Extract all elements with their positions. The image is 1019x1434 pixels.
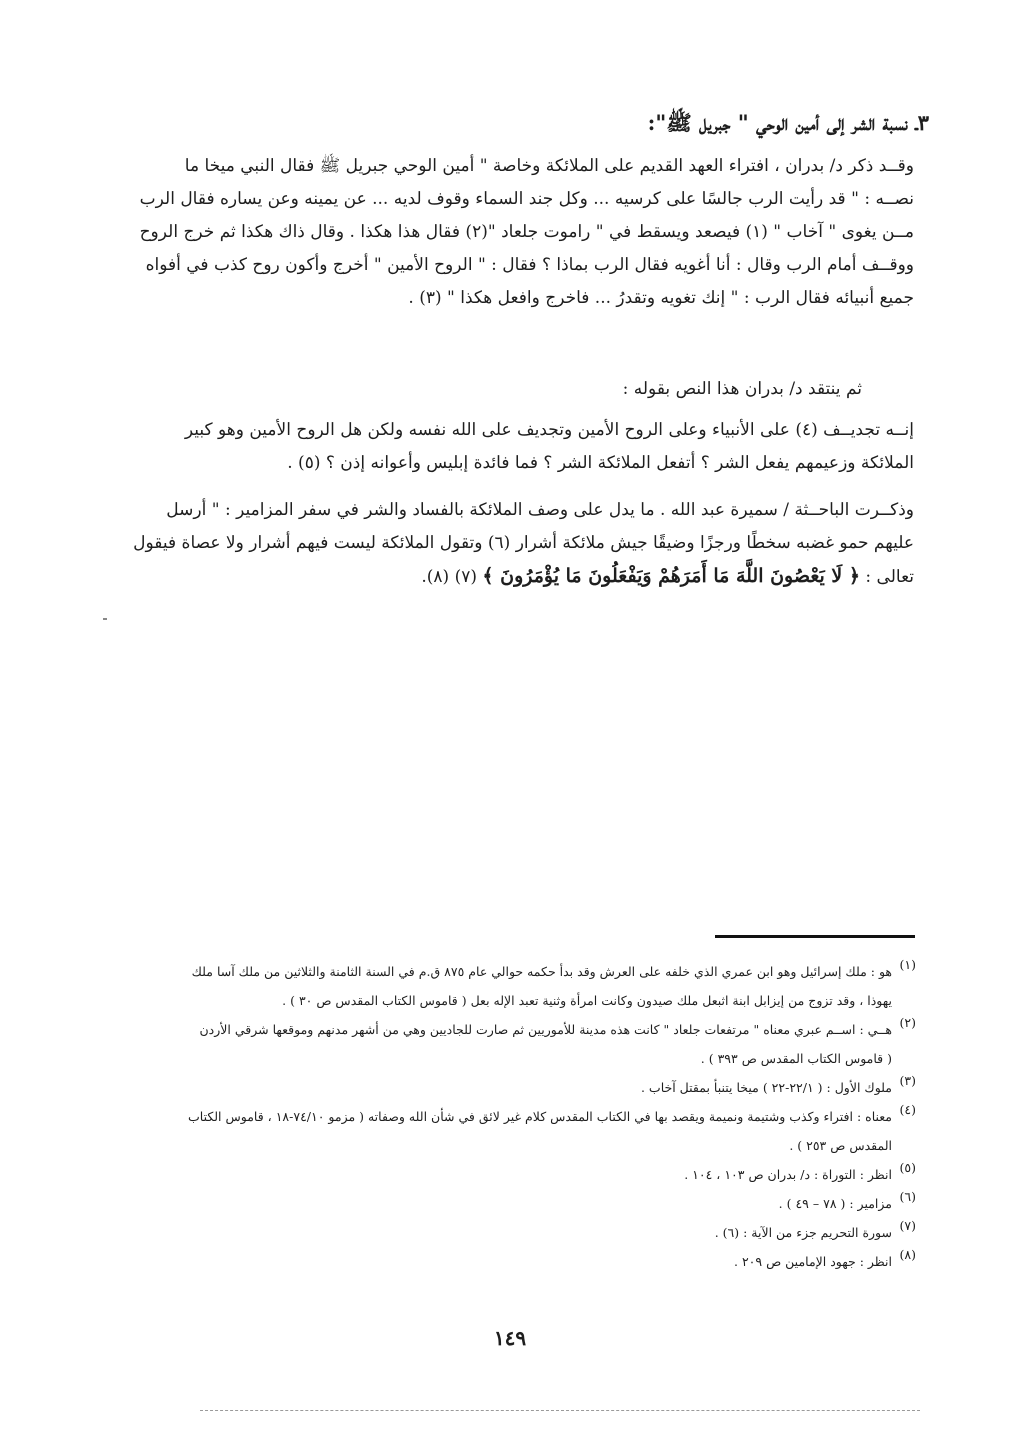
footnote-3: [104, 1073, 916, 1102]
paragraph-line: مــن يغوى " آخاب " (١) فيصعد ويسقط في " راموت جلعاد "(٢) فقال هذا هكذا . وقال ذاك هكذا ثم خرج الروح: [139, 222, 914, 242]
footnote-number: (٧): [899, 1218, 916, 1233]
paragraph-line: إنــه تجديــف (٤) على الأنبياء وعلى الروح الأمين وتجديف على الله نفسه ولكن هل الروح الأمين وهو كبير: [184, 420, 914, 440]
footnote-line: المقدس ص ٢٥٣ ) .: [789, 1138, 892, 1153]
paragraph-3: [104, 414, 914, 480]
footnote-4: [104, 1102, 916, 1160]
footnote-number: (٦): [899, 1189, 916, 1204]
footnote-6: [104, 1189, 916, 1218]
quran-intro: تعالى :: [865, 567, 914, 587]
footnote-line: مزامير : ( ٧٨ – ٤٩ ) .: [778, 1196, 892, 1211]
footnote-number: (٤): [899, 1102, 916, 1117]
section-heading: ٣ـ نسبة الشر إلى أمين الوحي " جبريل ﷺ":: [647, 110, 929, 135]
quran-verse: ﴿ لَا يَعْصُونَ اللَّهَ مَا أَمَرَهُمْ وَيَفْعَلُونَ مَا يُؤْمَرُونَ ﴾: [482, 565, 860, 587]
paragraph-line: الملائكة وزعيمهم يفعل الشر ؟ أتفعل الملائكة الشر ؟ فما فائدة إبليس وأعوانه إذن ؟ (٥) .: [287, 453, 914, 473]
footnote-line: ( قاموس الكتاب المقدس ص ٣٩٣ ) .: [700, 1051, 892, 1066]
footnote-2: [104, 1015, 916, 1073]
footnote-1: [104, 957, 916, 1015]
footnote-line: انظر : جهود الإمامين ص ٢٠٩ .: [733, 1254, 892, 1269]
footnote-number: (١): [899, 957, 916, 972]
footnote-separator: [715, 935, 915, 938]
paragraph-line: وقــد ذكر د/ بدران ، افتراء العهد القديم على الملائكة وخاصة " أمين الوحي جبريل ﷺ فقال النبي ميخا ما: [184, 156, 914, 176]
footnote-number: (٢): [899, 1015, 916, 1030]
footnote-line: معناه : افتراء وكذب وشتيمة ونميمة ويقصد بها في الكتاب المقدس كلام غير لائق في شأن الله وصفاته ( مزمو ٧٤/١٠-١٨ ، قاموس الكتاب: [188, 1109, 892, 1124]
scan-speck: [103, 618, 107, 620]
paragraph-line: عليهم حمو غضبه سخطًا ورجزًا وضيقًا جيش ملائكة أشرار (٦) وتقول الملائكة ليست فيهم أشرار ولا عصاة فيقول: [133, 533, 914, 553]
footnote-8: [104, 1247, 916, 1276]
paragraph-2: [104, 373, 914, 406]
footnote-line: سورة التحريم جزء من الآية : (٦) .: [714, 1225, 892, 1240]
footnote-list: [104, 957, 916, 1276]
paragraph-line: نصــه : " قد رأيت الرب جالسًا على كرسيه ... وكل جند السماء وقوف لديه ... عن يمينه وعن يساره فقال الرب: [139, 189, 914, 209]
paragraph-line: ثم ينتقد د/ بدران هذا النص بقوله :: [622, 379, 862, 399]
footnote-line: هو : ملك إسرائيل وهو ابن عمري الذي خلفه على العرش وقد بدأ حكمه حوالي عام ٨٧٥ ق.م في السنة الثامنة والثلاثين من ملك آسا ملك: [191, 964, 892, 979]
paragraph-line: وذكــرت الباحــثة / سميرة عبد الله . ما يدل على وصف الملائكة بالفساد والشر في سفر المزامير : " أرسل: [166, 500, 914, 520]
footnote-refs: (٧) (٨).: [421, 567, 477, 587]
footnote-line: هــي : اســم عبري معناه " مرتفعات جلعاد " كانت هذه مدينة للأموريين ثم صارت للجاديين وهي من أشهر مدنهم وموقعها شرقي الأردن: [199, 1022, 892, 1037]
scan-edge-line: [200, 1410, 920, 1411]
paragraph-line: ووقــف أمام الرب وقال : أنا أغويه فقال الرب بماذا ؟ فقال : " الروح الأمين " أخرج وأكون روح كذب في أفواه: [145, 255, 914, 275]
paragraph-line: جميع أنبيائه فقال الرب : " إنك تغويه وتقدرُ ... فاخرج وافعل هكذا " (٣) .: [408, 288, 914, 308]
footnote-line: انظر : التوراة : د/ بدران ص ١٠٣ ، ١٠٤ .: [684, 1167, 892, 1182]
footnote-number: (٨): [899, 1247, 916, 1262]
footnote-7: [104, 1218, 916, 1247]
footnote-line: ملوك الأول : ( ٢٢/١-٢٢ ) ميخا يتنبأ بمقتل آخاب .: [640, 1080, 892, 1095]
page-number: ١٤٩: [493, 1326, 527, 1350]
paragraph-4: [104, 494, 914, 594]
footnote-line: يهوذا ، وقد تزوج من إيزابل ابنة اثبعل ملك صيدون وكانت امرأة وثنية تعبد الإله بعل ( قاموس الكتاب المقدس ص ٣٠ ) .: [282, 993, 892, 1008]
footnote-5: [104, 1160, 916, 1189]
footnote-number: (٣): [899, 1073, 916, 1088]
footnote-number: (٥): [899, 1160, 916, 1175]
paragraph-1: [104, 150, 914, 315]
paragraph-last-line: [104, 560, 914, 594]
